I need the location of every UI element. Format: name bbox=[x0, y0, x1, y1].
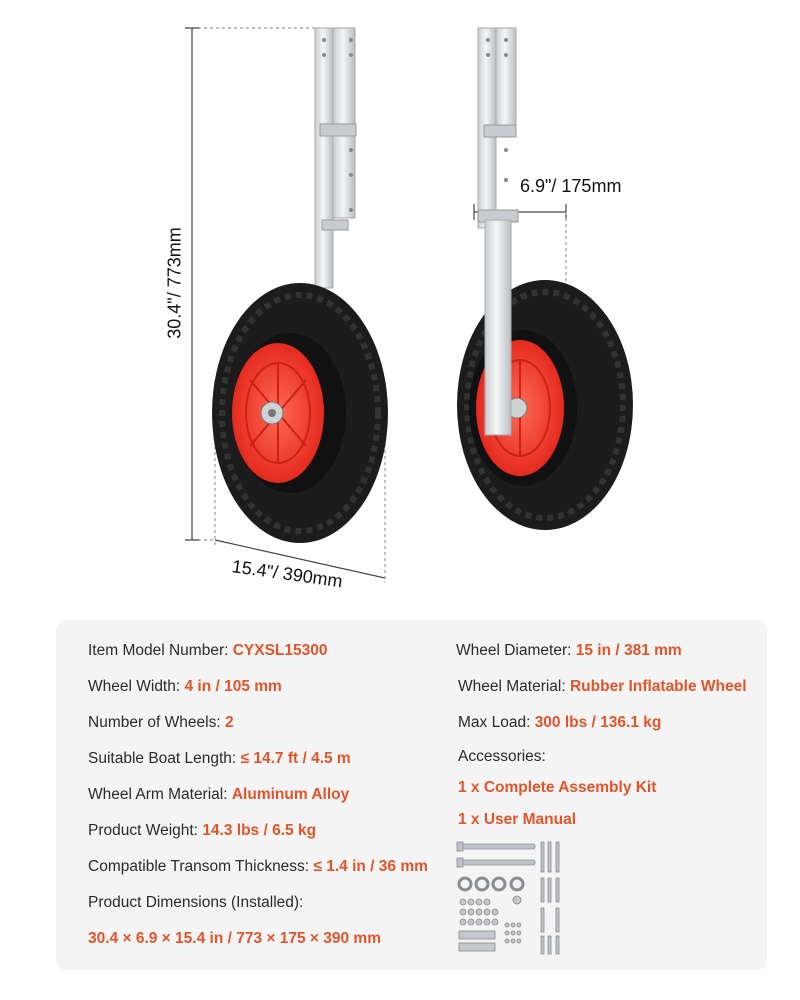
left-wheel-assembly bbox=[212, 28, 388, 543]
arm-width-dimension-label: 6.9"/ 175mm bbox=[520, 176, 622, 196]
accessory-user-manual: 1 x User Manual bbox=[458, 811, 577, 828]
spec-product-dimensions-label: Product Dimensions (Installed): bbox=[88, 894, 304, 911]
spec-max-load: Max Load: 300 lbs / 136.1 kg bbox=[458, 714, 662, 731]
spec-model-number: Item Model Number: CYXSL15300 bbox=[88, 642, 328, 659]
spec-wheel-material: Wheel Material: Rubber Inflatable Wheel bbox=[458, 678, 747, 695]
accessory-assembly-kit: 1 x Complete Assembly Kit bbox=[458, 779, 657, 796]
spec-product-dimensions-value: 30.4 × 6.9 × 15.4 in / 773 × 175 × 390 mm bbox=[88, 930, 381, 947]
spec-transom-thickness: Compatible Transom Thickness: ≤ 1.4 in / 36 mm bbox=[88, 858, 428, 875]
right-wheel-assembly bbox=[457, 28, 633, 530]
spec-number-of-wheels: Number of Wheels: 2 bbox=[88, 714, 234, 731]
spec-boat-length: Suitable Boat Length: ≤ 14.7 ft / 4.5 m bbox=[88, 750, 351, 767]
spec-wheel-width: Wheel Width: 4 in / 105 mm bbox=[88, 678, 282, 695]
wheel-diameter-dimension-label: 15.4"/ 390mm bbox=[230, 556, 344, 592]
hardware-kit-illustration bbox=[455, 840, 575, 955]
spec-wheel-diameter: Wheel Diameter: 15 in / 381 mm bbox=[456, 642, 682, 659]
height-dimension-label: 30.4"/ 773mm bbox=[164, 227, 185, 339]
spec-product-weight: Product Weight: 14.3 lbs / 6.5 kg bbox=[88, 822, 317, 839]
spec-arm-material: Wheel Arm Material: Aluminum Alloy bbox=[88, 786, 350, 803]
spec-accessories-label: Accessories: bbox=[458, 748, 546, 765]
